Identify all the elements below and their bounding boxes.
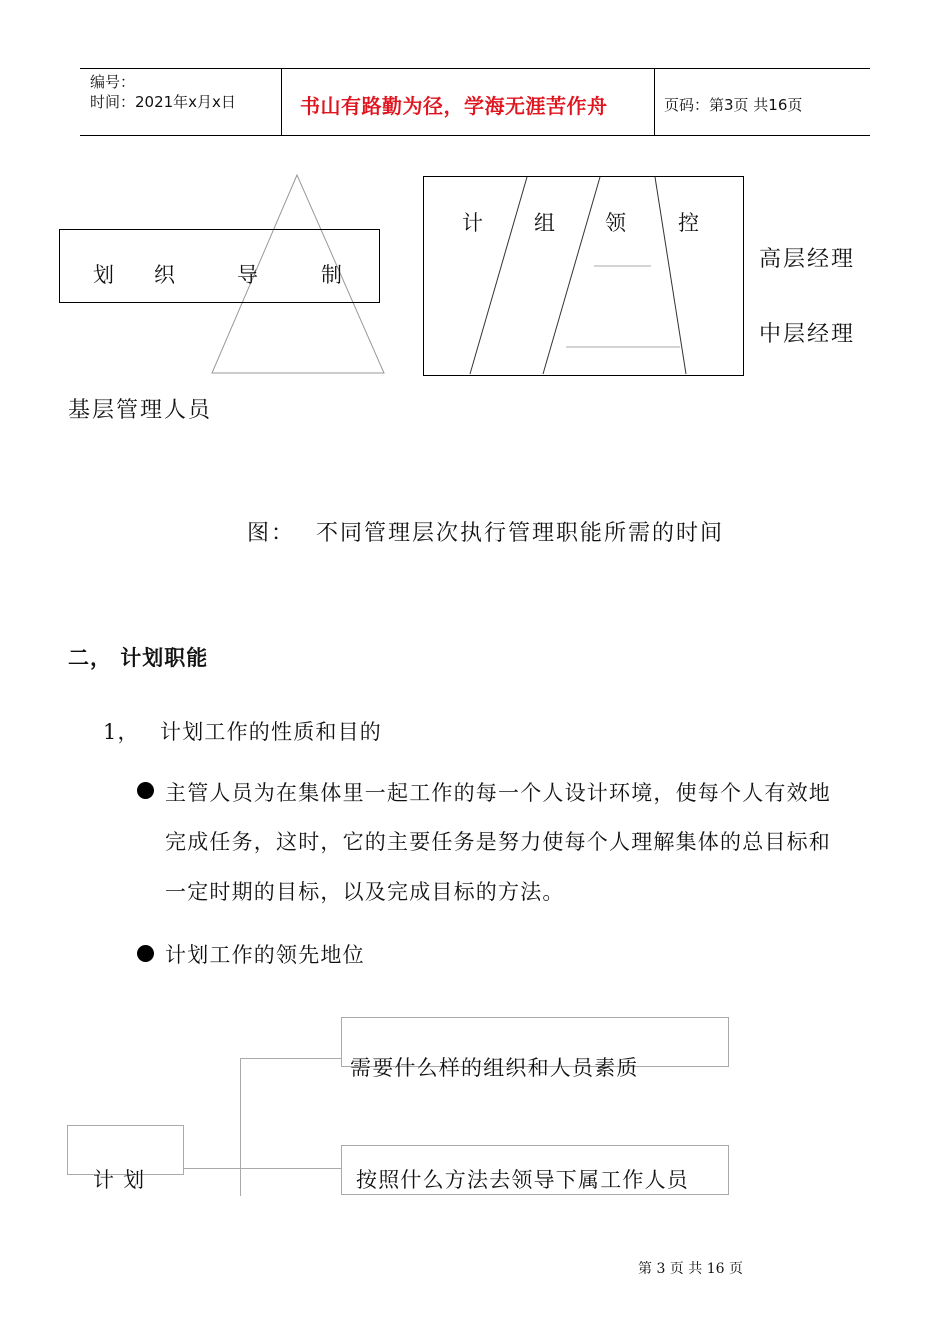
- rect-char-2: 织: [154, 263, 175, 287]
- bullet-icon: [137, 782, 154, 799]
- figure-caption: 不同管理层次执行管理职能所需的时间: [316, 521, 725, 546]
- plan-connector-top: [240, 1058, 342, 1059]
- top-char-1: 计: [462, 211, 483, 235]
- bullet-icon: [137, 945, 154, 962]
- level-middle-label: 中层经理: [759, 322, 856, 347]
- rect-char-3: 导: [237, 263, 258, 287]
- bullet1-line1: 主管人员为在集体里一起工作的每一个人设计环境，使每个人有效地: [165, 781, 831, 805]
- plan-branch1-label: 需要什么样的组织和人员素质: [350, 1056, 639, 1080]
- section-heading: 二， 计划职能: [68, 646, 209, 670]
- plan-connector-bottom: [240, 1168, 342, 1169]
- top-char-2: 组: [534, 211, 555, 235]
- bullet1-line2: 完成任务，这时，它的主要任务是努力使每个人理解集体的总目标和: [165, 830, 831, 854]
- top-char-3: 领: [605, 211, 626, 235]
- bullet2-text: 计划工作的领先地位: [165, 943, 365, 967]
- plan-branch2-label: 按照什么方法去领导下属工作人员: [356, 1168, 689, 1192]
- rect-char-1: 划: [93, 263, 114, 287]
- header-motto: 书山有路勤为径，学海无涯苦作舟: [300, 94, 608, 118]
- rect-char-4: 制: [321, 263, 342, 287]
- figure-caption-prefix: 图：: [247, 521, 296, 546]
- plan-connector-root: [184, 1168, 240, 1169]
- level-top-label: 高层经理: [759, 247, 856, 272]
- bullet1-line3: 一定时期的目标，以及完成目标的方法。: [165, 880, 565, 904]
- top-char-4: 控: [678, 211, 699, 235]
- footer-page-number: 第 3 页 共 16 页: [638, 1261, 743, 1277]
- header-page-label: 页码：第3页 共16页: [664, 96, 803, 114]
- subsection-title: 计划工作的性质和目的: [160, 720, 382, 744]
- subsection-number: 1，: [103, 720, 140, 744]
- level-base-label: 基层管理人员: [68, 398, 213, 423]
- header-time-label: 时间：2021年x月x日: [90, 93, 236, 111]
- header-number-label: 编号：: [90, 73, 136, 91]
- plan-root-label: 计 划: [93, 1168, 146, 1192]
- plan-connector-vertical: [240, 1058, 241, 1196]
